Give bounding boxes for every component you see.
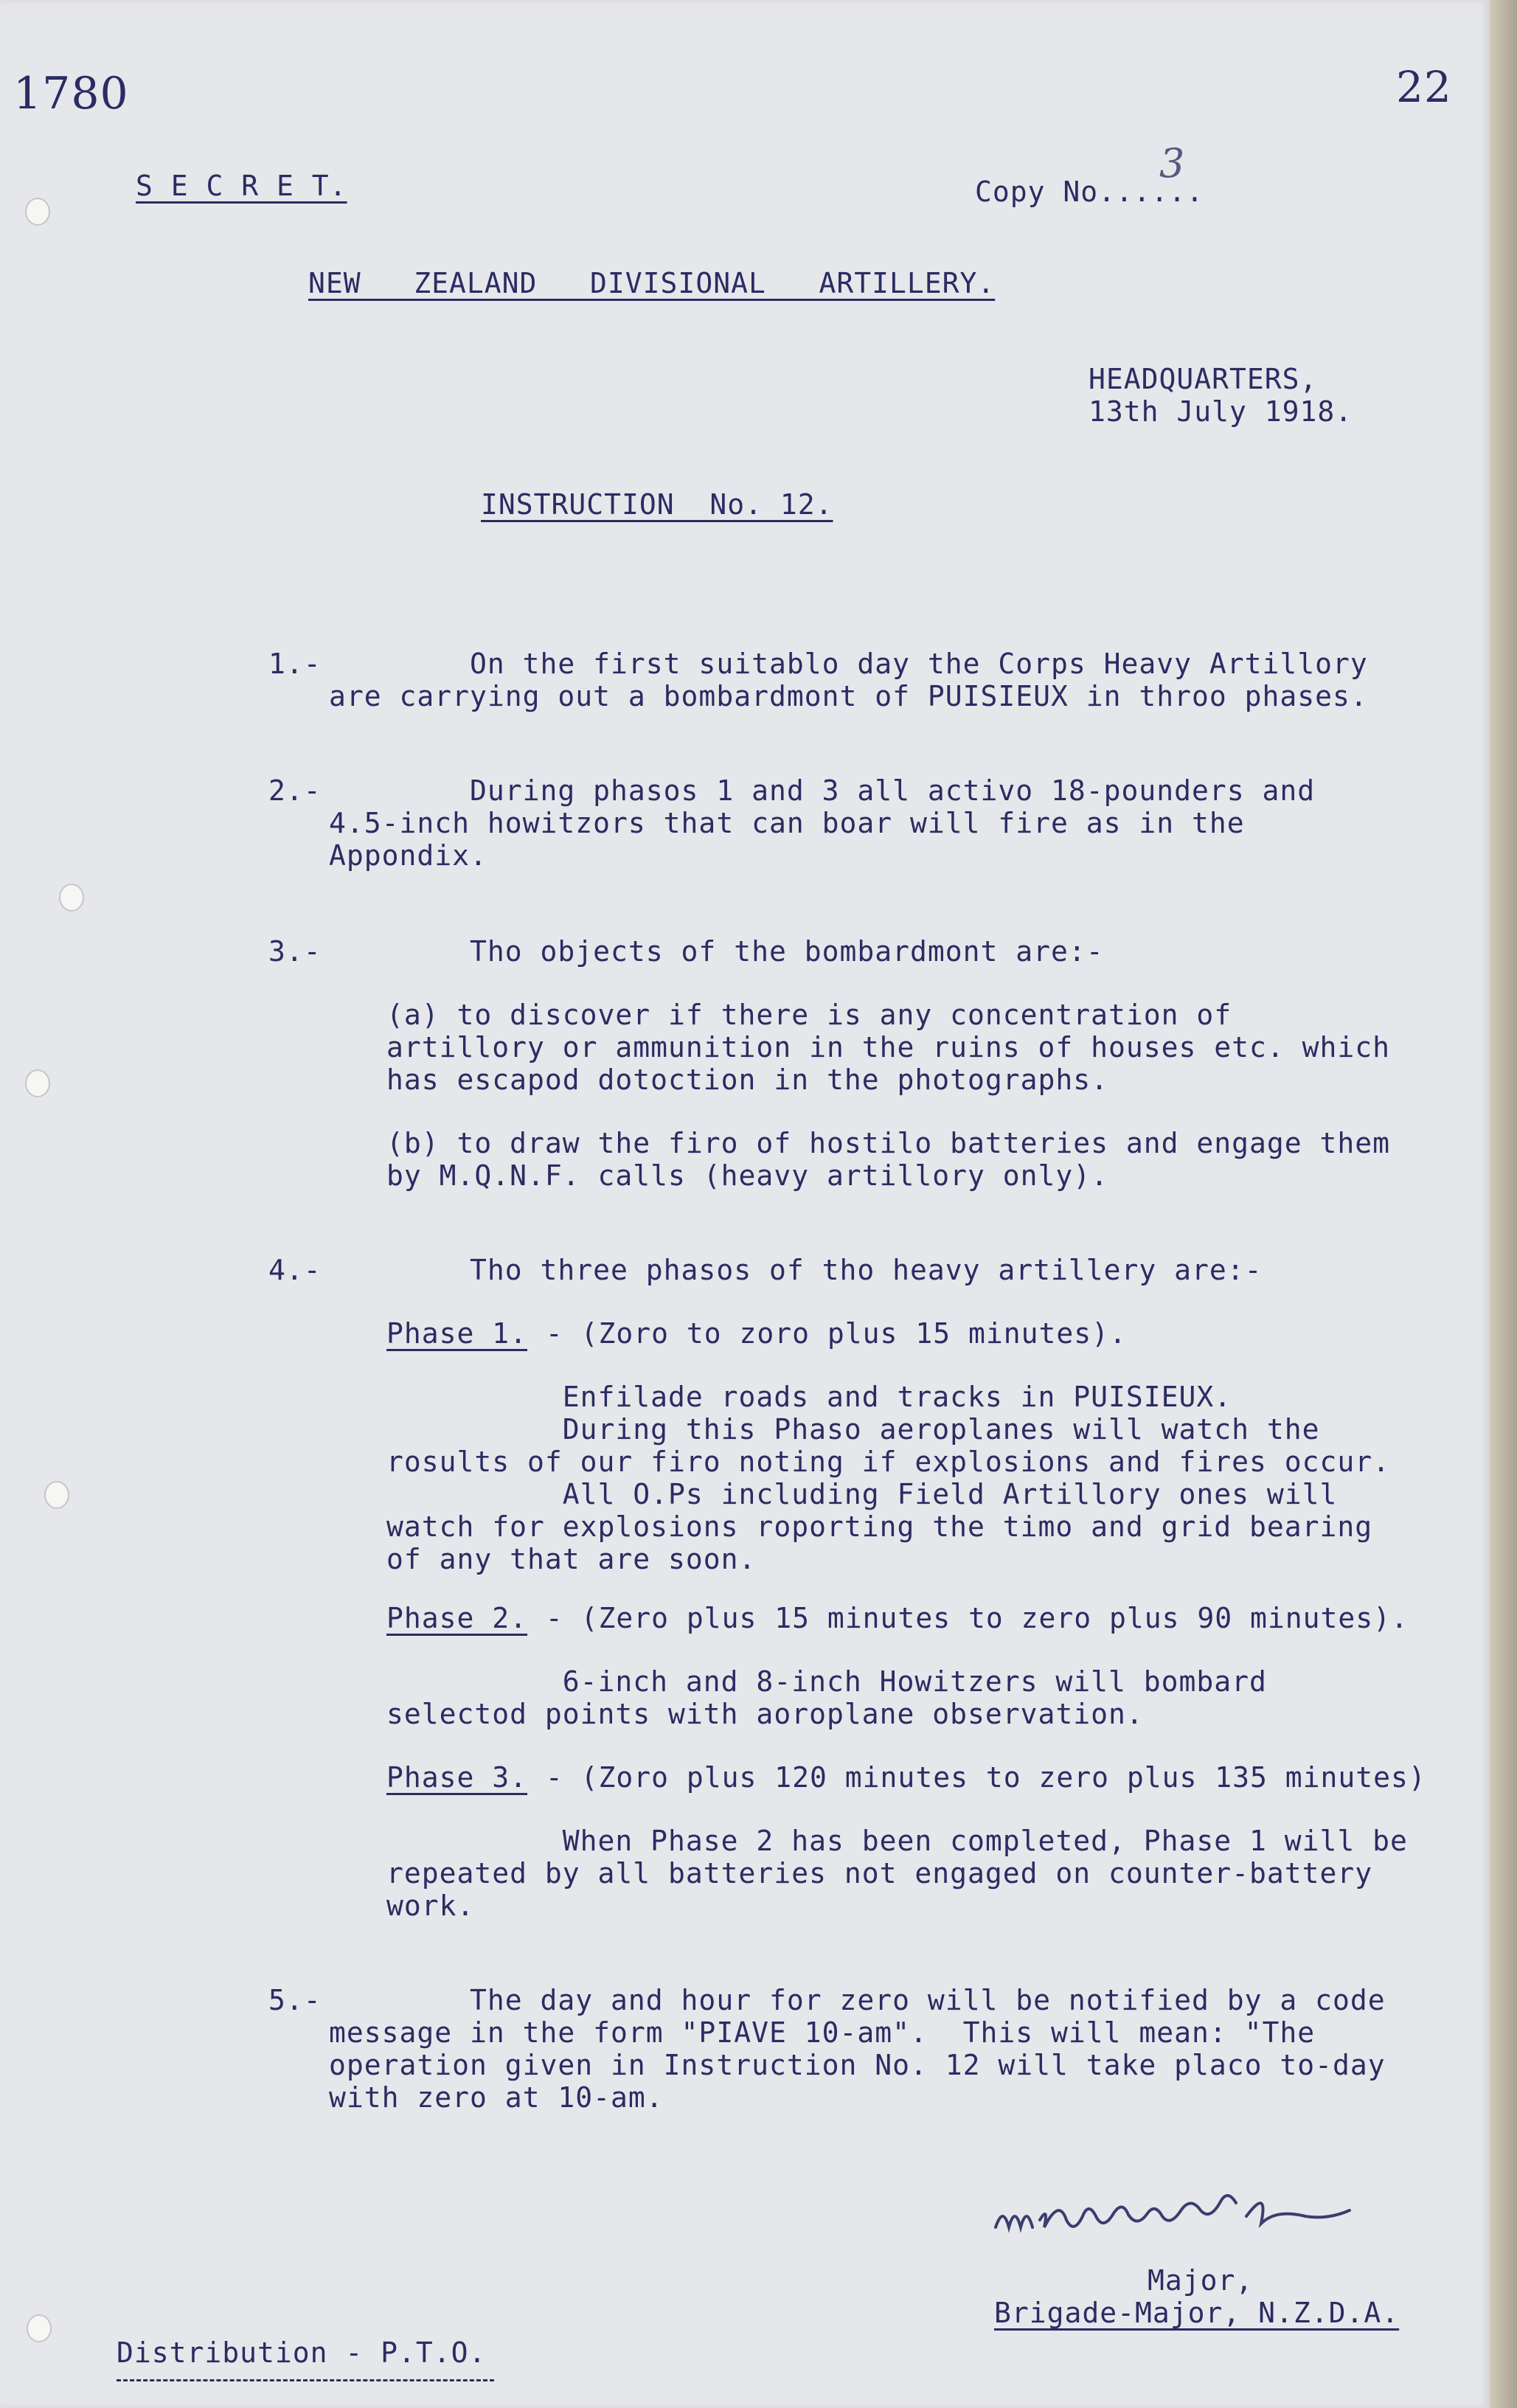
phase-1-line: of any that are soon. (386, 1543, 757, 1575)
phase-3-line: work. (386, 1890, 475, 1922)
paragraph-number: 2.- (268, 774, 322, 807)
unit-heading: NEW ZEALAND DIVISIONAL ARTILLERY. (308, 267, 996, 299)
paragraph-line: 4.5-inch howitzors that can boar will fire as in the (329, 807, 1245, 839)
phase-2-line: 6-inch and 8-inch Howitzers will bombard (386, 1665, 1267, 1698)
handwritten-signature (988, 2176, 1372, 2257)
punch-hole (25, 198, 50, 226)
subparagraph-line: has escapod dotoction in the photographs. (386, 1064, 1108, 1096)
phase-3-line: repeated by all batteries not engaged on counter-battery (386, 1857, 1373, 1890)
paragraph-line: operation given in Instruction No. 12 will take placo to-day (329, 2049, 1386, 2081)
copy-number-handwritten: 3 (1159, 140, 1185, 187)
paragraph-number: 1.- (268, 648, 322, 680)
paragraph-line: On the first suitablo day the Corps Heavy Artillory (329, 648, 1368, 680)
signatory-appointment: Brigade-Major, N.Z.D.A. (994, 2297, 1400, 2329)
paragraph-line: are carrying out a bombardmont of PUISIEUX in throo phases. (329, 680, 1368, 712)
paragraph-line: Tho three phasos of tho heavy artillery are:- (329, 1254, 1263, 1286)
paragraph-line: with zero at 10-am. (329, 2081, 664, 2114)
distribution-underline (117, 2379, 494, 2381)
instruction-title: INSTRUCTION No. 12. (481, 488, 833, 521)
phase-1-line: watch for explosions roporting the timo and grid bearing (386, 1510, 1373, 1543)
phase-1-line: All O.Ps including Field Artillory ones will (386, 1478, 1338, 1510)
phase-2-timing: - (Zero plus 15 minutes to zero plus 90 minutes). (528, 1602, 1409, 1634)
reference-number-right: 22 (1396, 62, 1452, 112)
subparagraph-line: (a) to discover if there is any concentration of (386, 999, 1232, 1031)
punch-hole (44, 1481, 69, 1509)
phase-1-line: During this Phaso aeroplanes will watch the (386, 1413, 1320, 1446)
phase-1-line: Enfilade roads and tracks in PUISIEUX. (386, 1381, 1232, 1413)
phase-2-line: selectod points with aoroplane observation. (386, 1698, 1144, 1730)
paragraph-line: Tho objects of the bombardmont are:- (329, 935, 1104, 968)
subparagraph-line: by M.Q.N.F. calls (heavy artillory only). (386, 1159, 1108, 1192)
paragraph-number: 5.- (268, 1984, 322, 2016)
phase-1-line: rosults of our firo noting if explosions and fires occur. (386, 1446, 1391, 1478)
phase-1-label: Phase 1. (386, 1317, 528, 1350)
signatory-rank: Major, (1148, 2264, 1254, 2297)
date-line: 13th July 1918. (1089, 395, 1353, 428)
paragraph-line: Appondix. (329, 839, 487, 872)
paragraph-line: During phasos 1 and 3 all activo 18-pounders and (329, 774, 1316, 807)
subparagraph-line: artillory or ammunition in the ruins of houses etc. which (386, 1031, 1391, 1064)
subparagraph-line: (b) to draw the firo of hostilo batteries and engage them (386, 1127, 1391, 1159)
punch-hole (27, 2314, 52, 2342)
phase-1-timing: - (Zoro to zoro plus 15 minutes). (528, 1317, 1127, 1350)
punch-hole (59, 884, 84, 912)
distribution-note: Distribution - P.T.O. (117, 2336, 487, 2369)
headquarters-line: HEADQUARTERS, (1089, 363, 1318, 395)
phase-2-label: Phase 2. (386, 1602, 528, 1634)
paragraph-line: message in the form "PIAVE 10-am". This will mean: "The (329, 2016, 1316, 2049)
paragraph-number: 4.- (268, 1254, 322, 1286)
punch-hole (25, 1069, 50, 1097)
paragraph-line: The day and hour for zero will be notified by a code (329, 1984, 1386, 2016)
page-edge (1490, 0, 1517, 2408)
phase-3-line: When Phase 2 has been completed, Phase 1 will be (386, 1825, 1408, 1857)
phase-3-label: Phase 3. (386, 1761, 528, 1794)
classification-heading: S E C R E T. (136, 170, 347, 202)
paragraph-number: 3.- (268, 935, 322, 968)
phase-3-timing: - (Zoro plus 120 minutes to zero plus 135 minutes) (528, 1761, 1426, 1794)
reference-number-left: 1780 (13, 68, 129, 119)
copy-number-label: Copy No...... (975, 176, 1204, 208)
